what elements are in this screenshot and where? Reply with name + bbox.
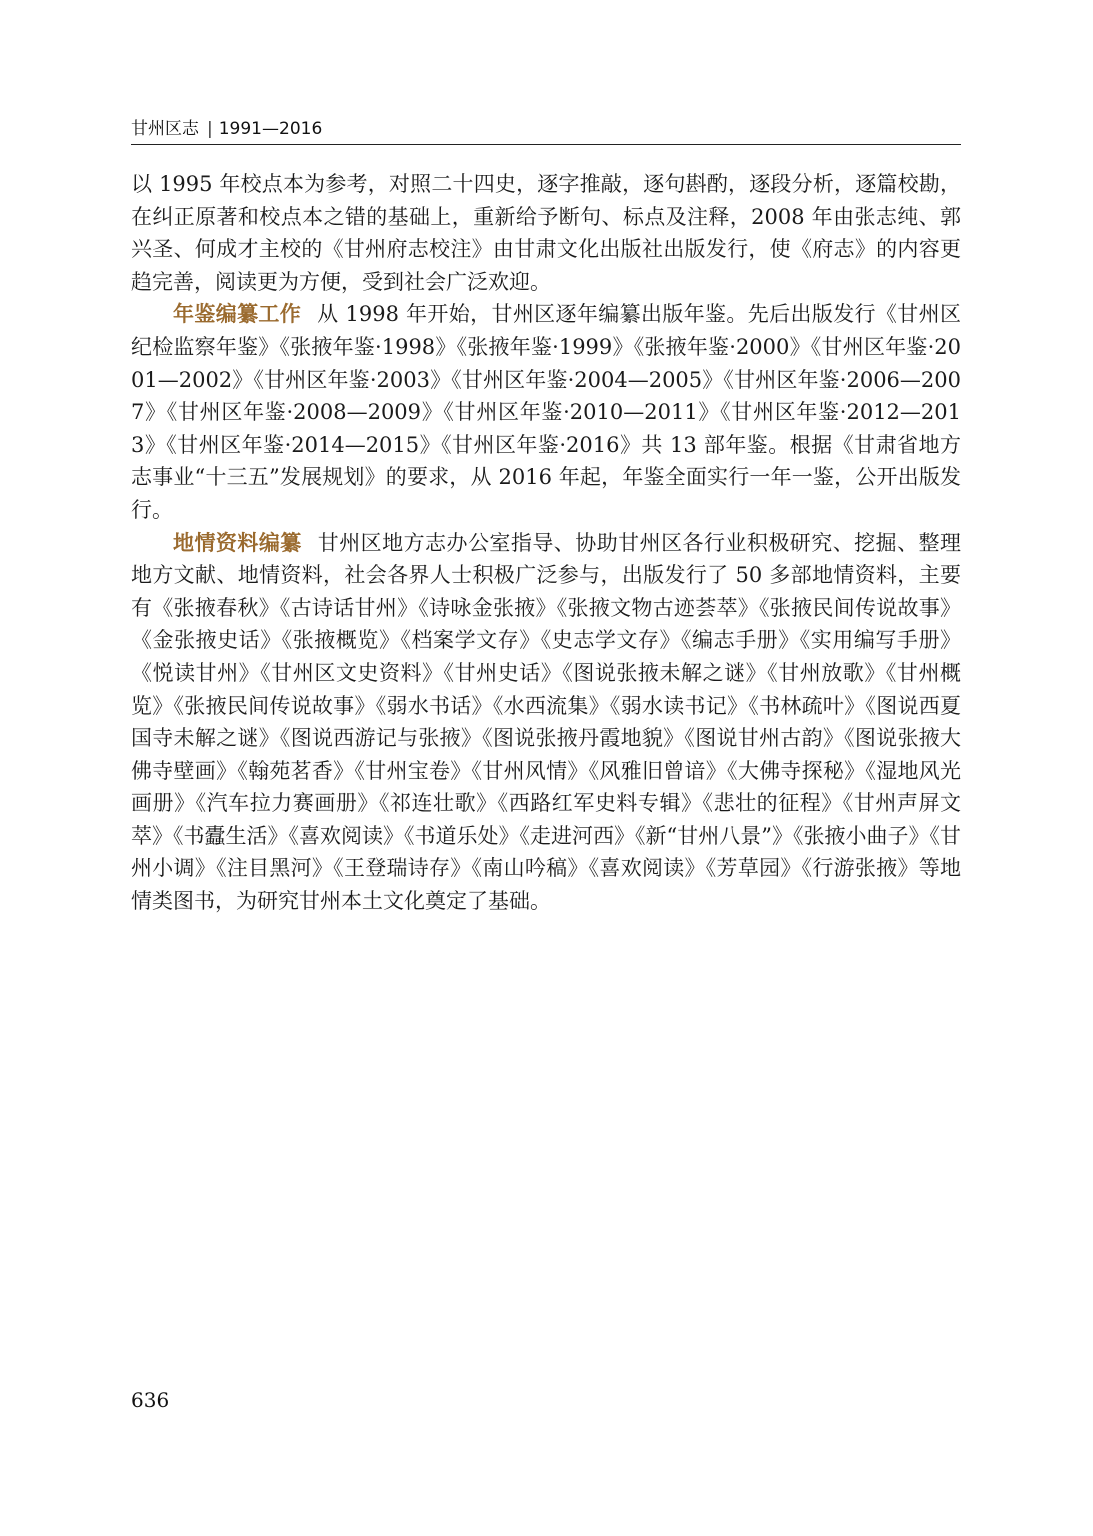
running-header <box>131 118 961 145</box>
section-heading-local-info: 地情资料编纂 <box>173 530 302 555</box>
header-years: 1991—2016 <box>218 119 323 139</box>
body-text <box>131 168 961 918</box>
paragraph-local-info-text: 甘州区地方志办公室指导、协助甘州区各行业积极研究、挖掘、整理地方文献、地情资料，社会各界人士积极广泛参与，出版发行了 50 多部地情资料，主要有《张掖春秋》《古诗话甘州》《诗咏金张掖》《张掖文物古迹荟萃》《张掖民间传说故事》《金张掖史话》《张掖概览》《档案学文存》《史志学文存》《编志手册》《实用编写手册》《悦读甘州》《甘州区文史资料》《甘州史话》《图说张掖未解之谜》《甘州放歌》《甘州概览》《张掖民间传说故事》《弱水书话》《水西流集》《弱水读书记》《书林疏叶》《图说西夏国寺未解之谜》《图说西游记与张掖》《图说张掖丹霞地貌》《图说甘州古韵》《图说张掖大佛寺壁画》《翰苑茗香》《甘州宝卷》《甘州风情》《风雅旧曾谙》《大佛寺探秘》《湿地风光画册》《汽车拉力赛画册》《祁连壮歌》《西路红军史料专辑》《悲壮的征程》《甘州声屏文萃》《书蠹生活》《喜欢阅读》《书道乐处》《走进河西》《新“甘州八景”》《张掖小曲子》《甘州小调》《注目黑河》《王登瑞诗存》《南山吟稿》《喜欢阅读》《芳草园》《行游张掖》等地情类图书，为研究甘州本土文化奠定了基础。 <box>131 530 962 914</box>
section-heading-yearbook: 年鉴编纂工作 <box>173 302 302 327</box>
header-separator: | <box>207 119 213 139</box>
paragraph-yearbook-text: 从 1998 年开始，甘州区逐年编纂出版年鉴。先后出版发行《甘州区纪检监察年鉴》《张掖年鉴·1998》《张掖年鉴·1999》《张掖年鉴·2000》《甘州区年鉴·2001—2002》《甘州区年鉴·2003》《甘州区年鉴·2004—2005》《甘州区年鉴·2006—2007》《甘州区年鉴·2008—2009》《甘州区年鉴·2010—2011》《甘州区年鉴·2012—2013》《甘州区年鉴·2014—2015》《甘州区年鉴·2016》共 13 部年鉴。根据《甘肃省地方志事业“十三五”发展规划》的要求，从 2016 年起，年鉴全面实行一年一鉴，公开出版发行。 <box>131 302 961 522</box>
page-number: 636 <box>131 1388 170 1412</box>
book-title: 甘州区志 <box>131 119 199 139</box>
paragraph-local-info <box>131 527 961 918</box>
paragraph-continuation: 以 1995 年校点本为参考，对照二十四史，逐字推敲，逐句斟酌，逐段分析，逐篇校勘，在纠正原著和校点本之错的基础上，重新给予断句、标点及注释，2008 年由张志纯、郭兴圣、何成才主校的《甘州府志校注》由甘肃文化出版社出版发行，使《府志》的内容更趋完善，阅读更为方便，受到社会广泛欢迎。 <box>131 172 961 294</box>
paragraph-yearbook <box>131 298 961 526</box>
